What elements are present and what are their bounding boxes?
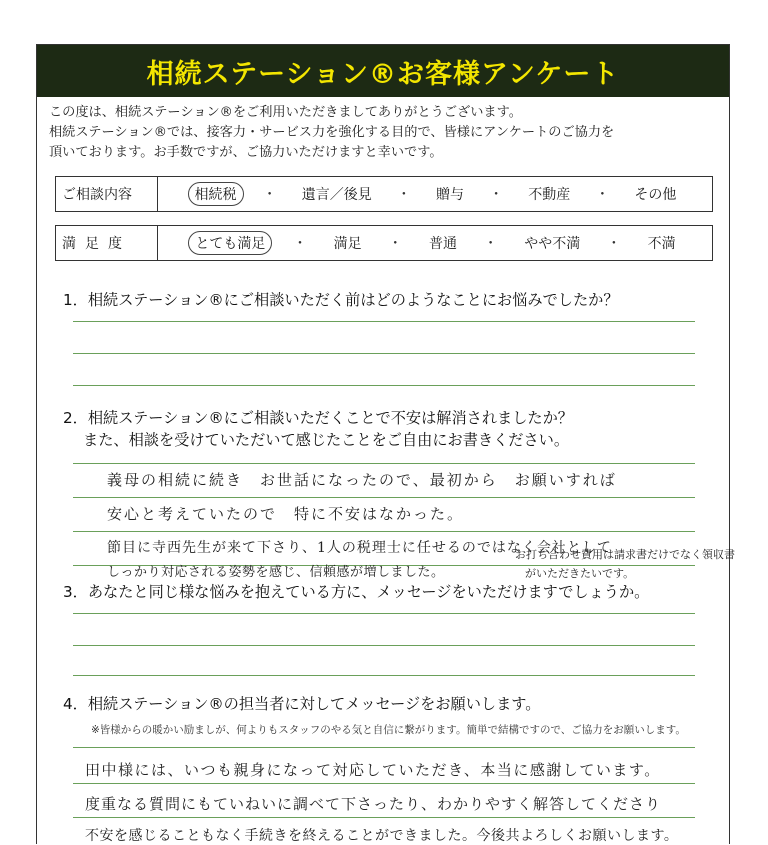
question-2-line2: また、相談を受けていただいて感じたことをご自由にお書きください。	[63, 431, 570, 449]
answer-line	[73, 321, 695, 322]
q4-answer-line: 度重なる質問にもていねいに調べて下さったり、わかりやすく解答してくださり	[85, 795, 662, 813]
answer-line	[73, 783, 695, 784]
question-3-text: 3．あなたと同じ様な悩みを抱えている方に、メッセージをいただけますでしょうか。	[63, 583, 650, 601]
option-neutral[interactable]: 普通	[428, 236, 457, 252]
q2-answer-note: お打ち合わせ費用は請求書だけでなく領収書	[515, 548, 735, 561]
question-1-text: 1．相続ステーション®にご相談いただく前はどのようなことにお悩みでしたか？	[63, 291, 619, 309]
separator: ・	[292, 236, 307, 252]
q2-answer-line: 安心と考えていたので 特に不安はなかった。	[107, 505, 465, 523]
separator: ・	[396, 187, 411, 203]
answer-line	[73, 463, 695, 464]
option-inheritance-tax[interactable]: 相続税	[188, 182, 244, 206]
consultation-label: ご相談内容	[56, 177, 158, 211]
answer-line	[73, 385, 695, 386]
question-2-line1: 2．相続ステーション®にご相談いただくことで不安は解消されましたか？	[63, 409, 573, 427]
survey-sheet	[36, 44, 735, 844]
survey-header	[37, 45, 729, 97]
q2-answer-line: 節目に寺西先生が来て下さり、1人の税理士に任せるのではなく会社として	[107, 540, 612, 556]
question-2	[63, 407, 723, 451]
separator: ・	[595, 187, 610, 203]
separator: ・	[262, 187, 277, 203]
intro-line: この度は、相続ステーション®をご利用いただきましてありがとうございます。	[49, 105, 522, 120]
survey-title: 相続ステーション®お客様アンケート	[146, 58, 620, 90]
option-other[interactable]: その他	[634, 187, 677, 203]
option-very-satisfied[interactable]: とても満足	[188, 231, 272, 255]
separator: ・	[483, 236, 498, 252]
separator: ・	[489, 187, 504, 203]
question-1	[63, 289, 723, 311]
separator: ・	[388, 236, 403, 252]
option-dissatisfied[interactable]: 不満	[647, 236, 676, 252]
q2-answer-note: がいただきたいです。	[525, 567, 635, 580]
q2-answer-line: 義母の相続に続き お世話になったので、最初から お願いすれば	[107, 471, 617, 489]
option-somewhat-dissatisfied[interactable]: やや不満	[524, 236, 581, 252]
option-real-estate[interactable]: 不動産	[528, 187, 571, 203]
answer-line	[73, 817, 695, 818]
intro-line: 相続ステーション®では、接客力・サービス力を強化する目的で、皆様にアンケートのご協力を	[49, 125, 615, 140]
separator: ・	[606, 236, 621, 252]
satisfaction-row	[55, 225, 713, 261]
question-4	[63, 693, 723, 715]
satisfaction-label: 満足度	[56, 226, 158, 260]
intro-line: 頂いております。お手数ですが、ご協力いただけますと幸いです。	[49, 145, 443, 160]
question-3	[63, 581, 723, 603]
q4-answer-line: 田中様には、いつも親身になって対応していただき、本当に感謝しています。	[85, 761, 661, 779]
answer-line	[73, 747, 695, 748]
answer-line	[73, 353, 695, 354]
answer-line	[73, 675, 695, 676]
answer-line	[73, 613, 695, 614]
option-satisfied[interactable]: 満足	[333, 236, 362, 252]
option-gift[interactable]: 贈与	[435, 187, 464, 203]
consultation-type-row	[55, 176, 713, 212]
q2-answer-line: しっかり対応される姿勢を感じ、信頼感が増しました。	[107, 565, 445, 580]
q4-answer-line: 不安を感じることもなく手続きを終えることができました。今後共よろしくお願いします。	[85, 828, 679, 844]
option-will-guardianship[interactable]: 遺言／後見	[301, 187, 372, 203]
question-4-text: 4．相続ステーション®の担当者に対してメッセージをお願いします。	[63, 695, 541, 713]
question-4-note: ※皆様からの暖かい励ましが、何よりもスタッフのやる気と自信に繋がります。簡単で結構ですので、ご協力をお願いします。	[91, 724, 686, 736]
answer-line	[73, 531, 695, 532]
answer-line	[73, 497, 695, 498]
intro-text	[49, 103, 719, 163]
answer-line	[73, 645, 695, 646]
